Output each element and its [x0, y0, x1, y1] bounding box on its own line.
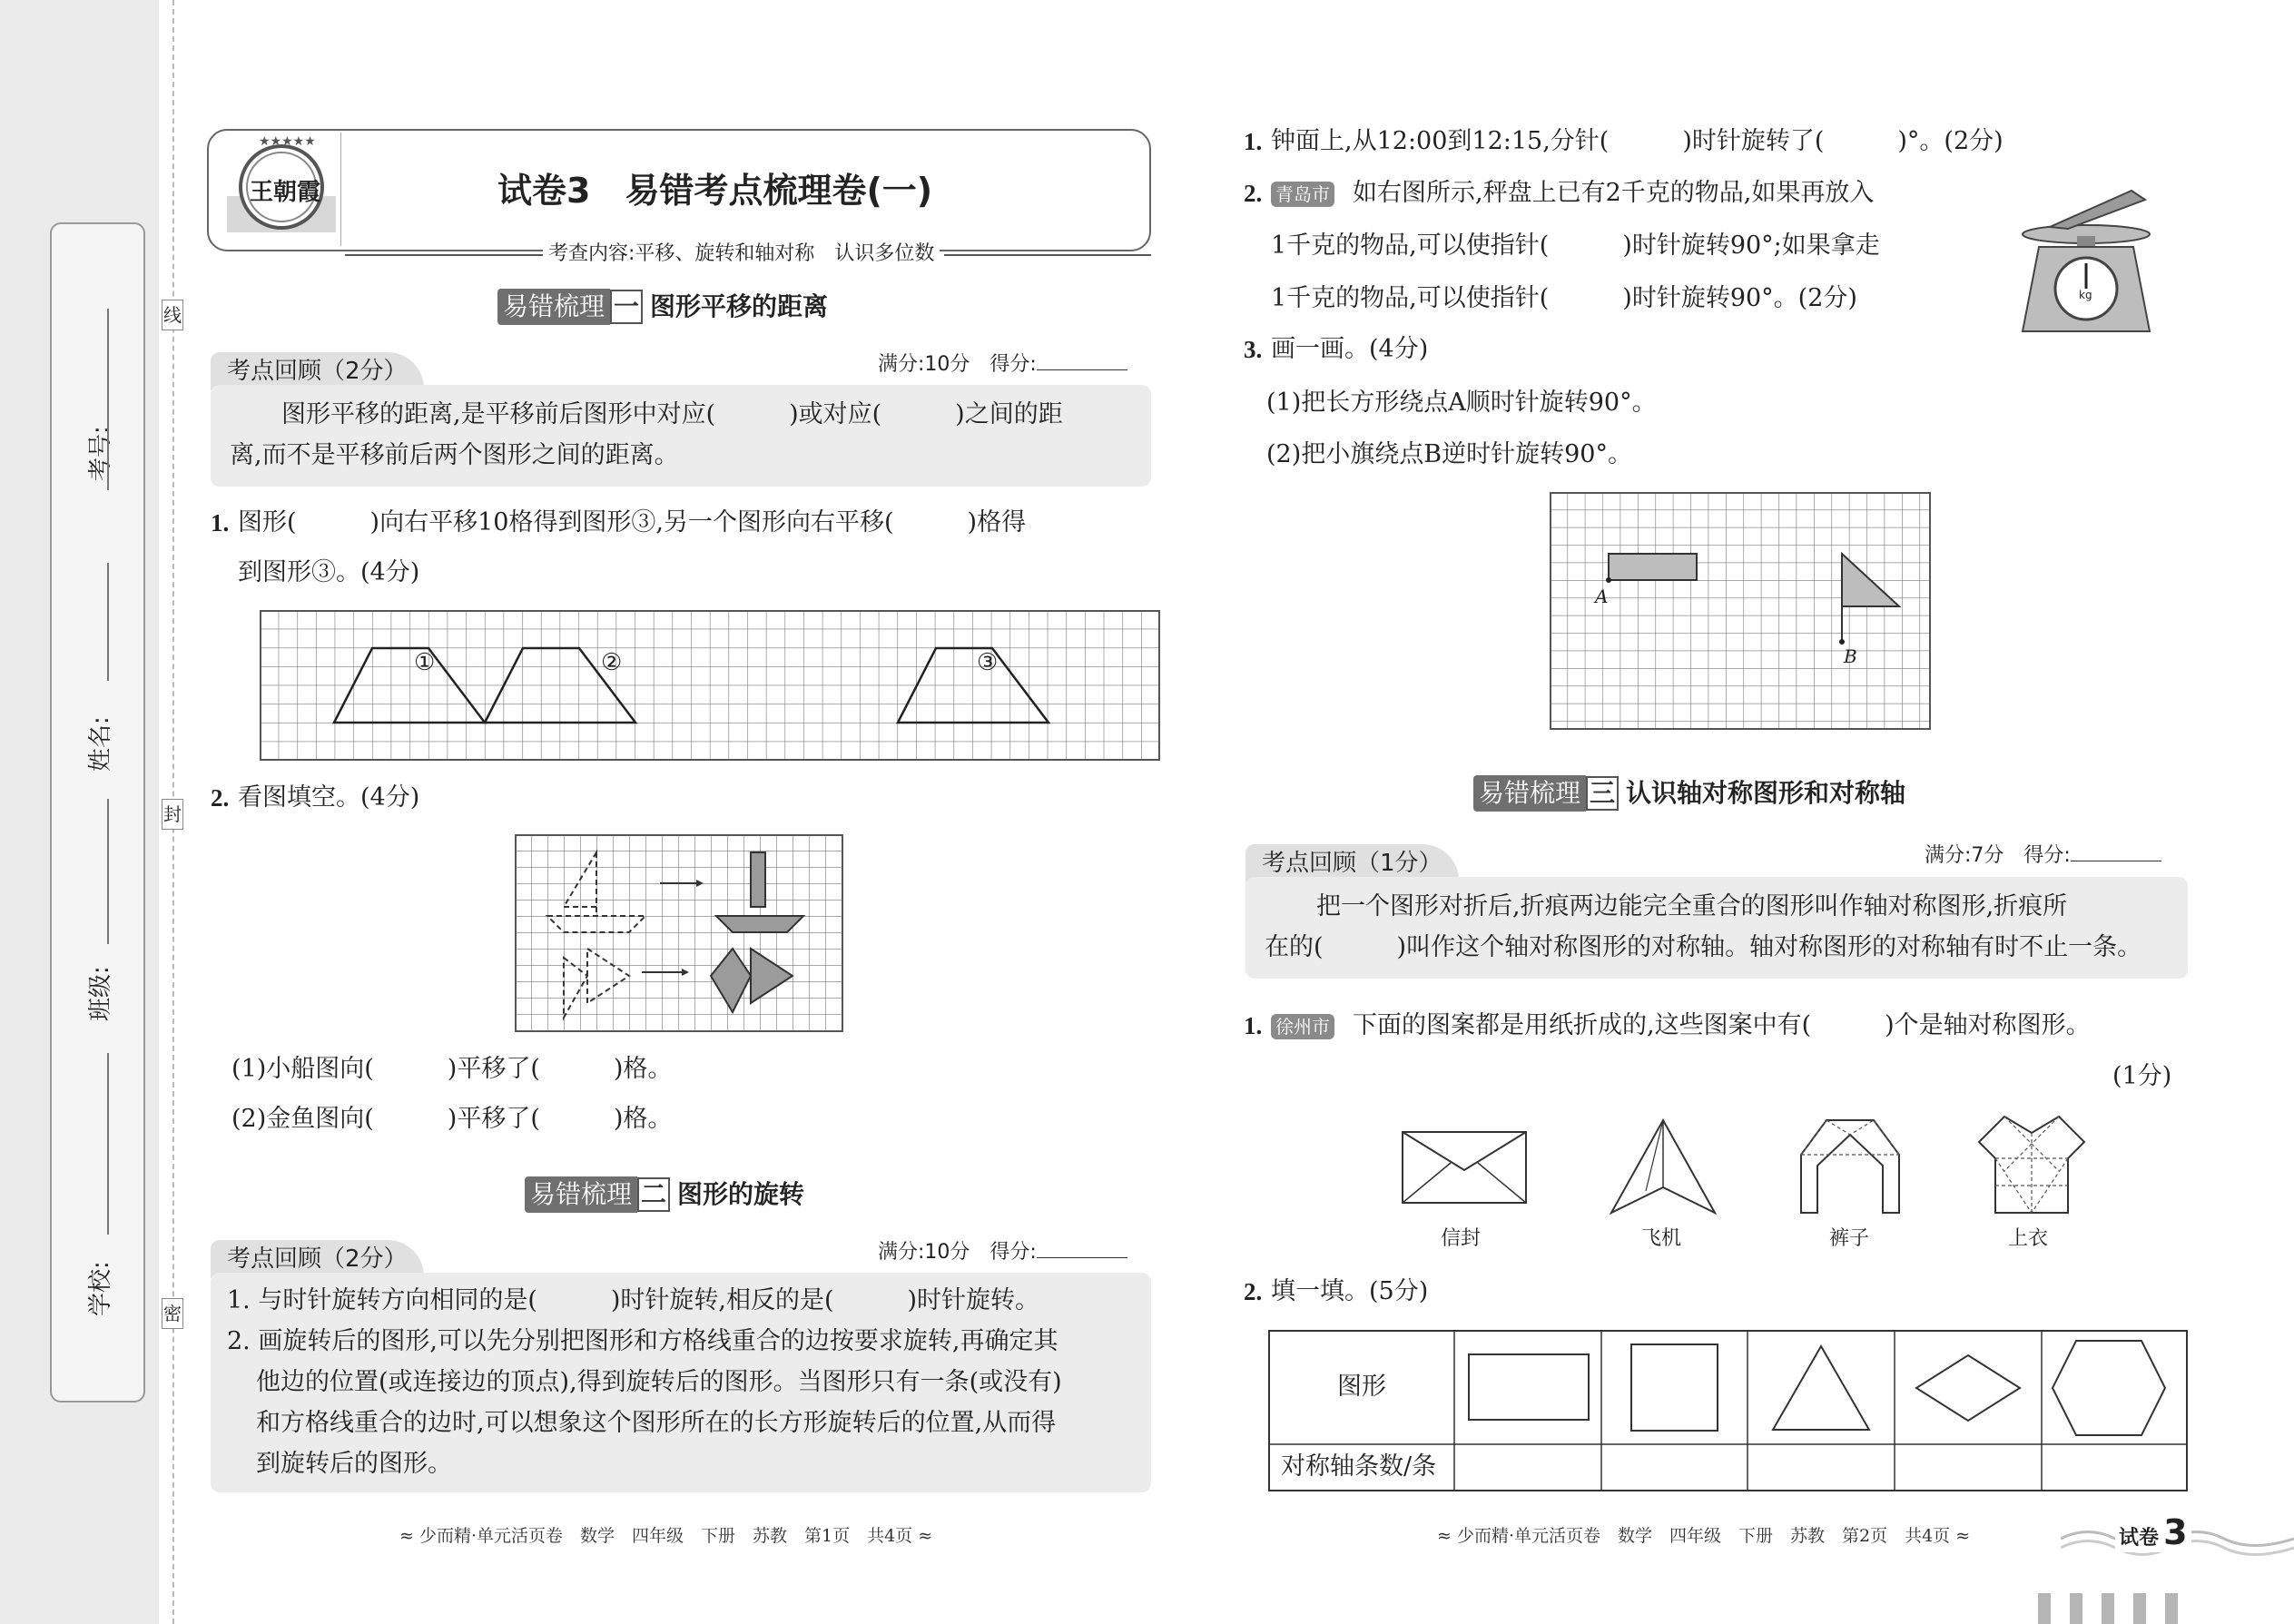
section-number: 二	[637, 1177, 670, 1212]
review-2-p4: 和方格线重合的边时,可以想象这个图形所在的长方形旋转后的位置,从而得	[256, 1409, 1057, 1437]
paper-label: 试卷 3	[2115, 1512, 2191, 1552]
review-tab-1: 考点回顾（2分）	[211, 352, 424, 390]
school-label: 学校:	[87, 1261, 114, 1316]
shape-label-1: ①	[414, 649, 436, 676]
q1-text-b: 到图形③。(4分)	[238, 558, 420, 586]
bind-mark-xian: 线	[162, 300, 183, 330]
s3-q2-text: 填一填。(5分)	[1271, 1277, 1429, 1305]
section-2-header	[525, 1176, 804, 1213]
section-number: 一	[610, 290, 643, 324]
review-text-1b: 离,而不是平移前后两个图形之间的距离。	[230, 441, 679, 469]
section-3-header	[1473, 775, 1905, 812]
exam-no-label: 考号:	[87, 426, 114, 481]
field-name[interactable]	[73, 563, 127, 817]
r-q2-number: 2.	[1244, 180, 1263, 207]
shape-label-3: ③	[977, 649, 999, 676]
q2-text: 看图填空。(4分)	[238, 783, 420, 812]
folded-pants	[1799, 1118, 1901, 1215]
class-label: 班级:	[87, 966, 114, 1021]
field-class[interactable]	[73, 790, 127, 1053]
page-subtitle: 考查内容:平移、旋转和轴对称 认识多位数	[543, 241, 940, 268]
r-q2-text-c: 1千克的物品,可以使指针( )时针旋转90°。(2分)	[1271, 284, 1857, 312]
symmetry-table	[1268, 1330, 2188, 1491]
section-badge: 易错梳理	[1473, 775, 1586, 812]
q2-number: 2.	[211, 784, 230, 812]
section-badge: 易错梳理	[525, 1176, 637, 1213]
kitchen-scale	[2013, 182, 2159, 336]
r-q3-number: 3.	[1244, 336, 1263, 363]
bind-mark-feng: 封	[162, 799, 183, 830]
r-q2-text-b: 1千克的物品,可以使指针( )时针旋转90°;如果拿走	[1271, 231, 1880, 260]
section-title: 认识轴对称图形和对称轴	[1626, 778, 1906, 808]
score-line-3: 满分:7分 得分:	[1925, 840, 2161, 868]
scale-unit: kg	[2079, 289, 2092, 301]
footer-left: ≈ 少而精·单元活页卷 数学 四年级 下册 苏教 第1页 共4页 ≈	[399, 1526, 933, 1546]
caption-plane: 飞机	[1641, 1227, 1682, 1250]
folded-plane	[1610, 1118, 1717, 1215]
review-text-1a: 图形平移的距离,是平移前后图形中对应( )或对应( )之间的距	[281, 400, 1063, 428]
region-tag-xuzhou: 徐州市	[1271, 1014, 1334, 1039]
r-q3-sub2: (2)把小旗绕点B逆时针旋转90°。	[1266, 440, 1632, 468]
review-text-3b: 在的( )叫作这个轴对称图形的对称轴。轴对称图形的对称轴有时不止一条。	[1265, 933, 2142, 961]
review-tab-2: 考点回顾（2分）	[211, 1240, 424, 1278]
point-b-label: B	[1844, 645, 1857, 667]
review-2-p3: 他边的位置(或连接边的顶点),得到旋转后的图形。当图形只有一条(或没有)	[256, 1368, 1062, 1396]
svg-text:★★★★★: ★★★★★	[259, 134, 316, 149]
field-exam-no[interactable]	[73, 272, 127, 572]
score-line-2: 满分:10分 得分:	[878, 1236, 1127, 1265]
review-2-p2: 2. 画旋转后的图形,可以先分别把图形和方格线重合的边按要求旋转,再确定其	[227, 1327, 1058, 1355]
q1-number: 1.	[211, 509, 230, 536]
section-title: 图形的旋转	[677, 1179, 805, 1209]
q2-sub2: (2)金鱼图向( )平移了( )格。	[231, 1105, 673, 1133]
folded-envelope	[1401, 1130, 1528, 1205]
row-label-axes: 对称轴条数/条	[1281, 1452, 1437, 1481]
s3-q1-text: 下面的图案都是用纸折成的,这些图案中有( )个是轴对称图形。	[1353, 1011, 2091, 1039]
s3-q1-number: 1.	[1244, 1012, 1263, 1039]
logo	[222, 133, 340, 241]
region-tag-qingdao: 青岛市	[1271, 182, 1334, 207]
caption-shirt: 上衣	[2008, 1227, 2049, 1250]
section-1-header	[497, 289, 828, 325]
r-q1-number: 1.	[1244, 128, 1263, 155]
s3-q1-points: (1分)	[2112, 1062, 2172, 1090]
folded-shirt	[1977, 1115, 2086, 1215]
row-label-figure: 图形	[1337, 1373, 1386, 1401]
footer-right: ≈ 少而精·单元活页卷 数学 四年级 下册 苏教 第2页 共4页 ≈	[1437, 1526, 1971, 1546]
boat-fish-grid	[515, 834, 843, 1032]
translation-grid	[260, 610, 1160, 761]
score-line-1: 满分:10分 得分:	[878, 349, 1127, 377]
name-label: 姓名:	[87, 716, 114, 772]
review-2-p1: 1. 与时针旋转方向相同的是( )时针旋转,相反的是( )时针旋转。	[227, 1286, 1040, 1314]
q1-text: 图形( )向右平移10格得到图形③,另一个图形向右平移( )格得	[238, 508, 1027, 536]
review-text-3a: 把一个图形对折后,折痕两边能完全重合的图形叫作轴对称图形,折痕所	[1316, 892, 2068, 920]
point-a-label: A	[1595, 586, 1609, 607]
caption-pants: 裤子	[1829, 1227, 1870, 1250]
r-q1-text: 钟面上,从12:00到12:15,分针( )时针旋转了( )°。(2分)	[1271, 127, 2004, 155]
r-q3-text: 画一画。(4分)	[1271, 335, 1429, 363]
review-2-p5: 到旋转后的图形。	[256, 1450, 452, 1478]
q2-sub1: (1)小船图向( )平移了( )格。	[231, 1055, 673, 1083]
field-school[interactable]	[73, 1035, 127, 1343]
section-number: 三	[1586, 776, 1619, 811]
section-title: 图形平移的距离	[650, 291, 829, 321]
rotation-grid	[1550, 492, 1931, 730]
r-q3-sub1: (1)把长方形绕点A顺时针旋转90°。	[1266, 389, 1657, 417]
bind-mark-mi: 密	[162, 1298, 183, 1329]
caption-envelope: 信封	[1441, 1227, 1482, 1250]
r-q2-text-a: 如右图所示,秤盘上已有2千克的物品,如果再放入	[1353, 179, 1875, 207]
review-tab-3: 考点回顾（1分）	[1245, 844, 1459, 882]
logo-text: 王朝霞	[250, 179, 321, 206]
section-badge: 易错梳理	[497, 289, 610, 325]
shape-label-2: ②	[601, 649, 623, 676]
s3-q2-number: 2.	[1244, 1278, 1263, 1305]
page-title: 试卷3 易错考点梳理卷(一)	[497, 171, 933, 211]
